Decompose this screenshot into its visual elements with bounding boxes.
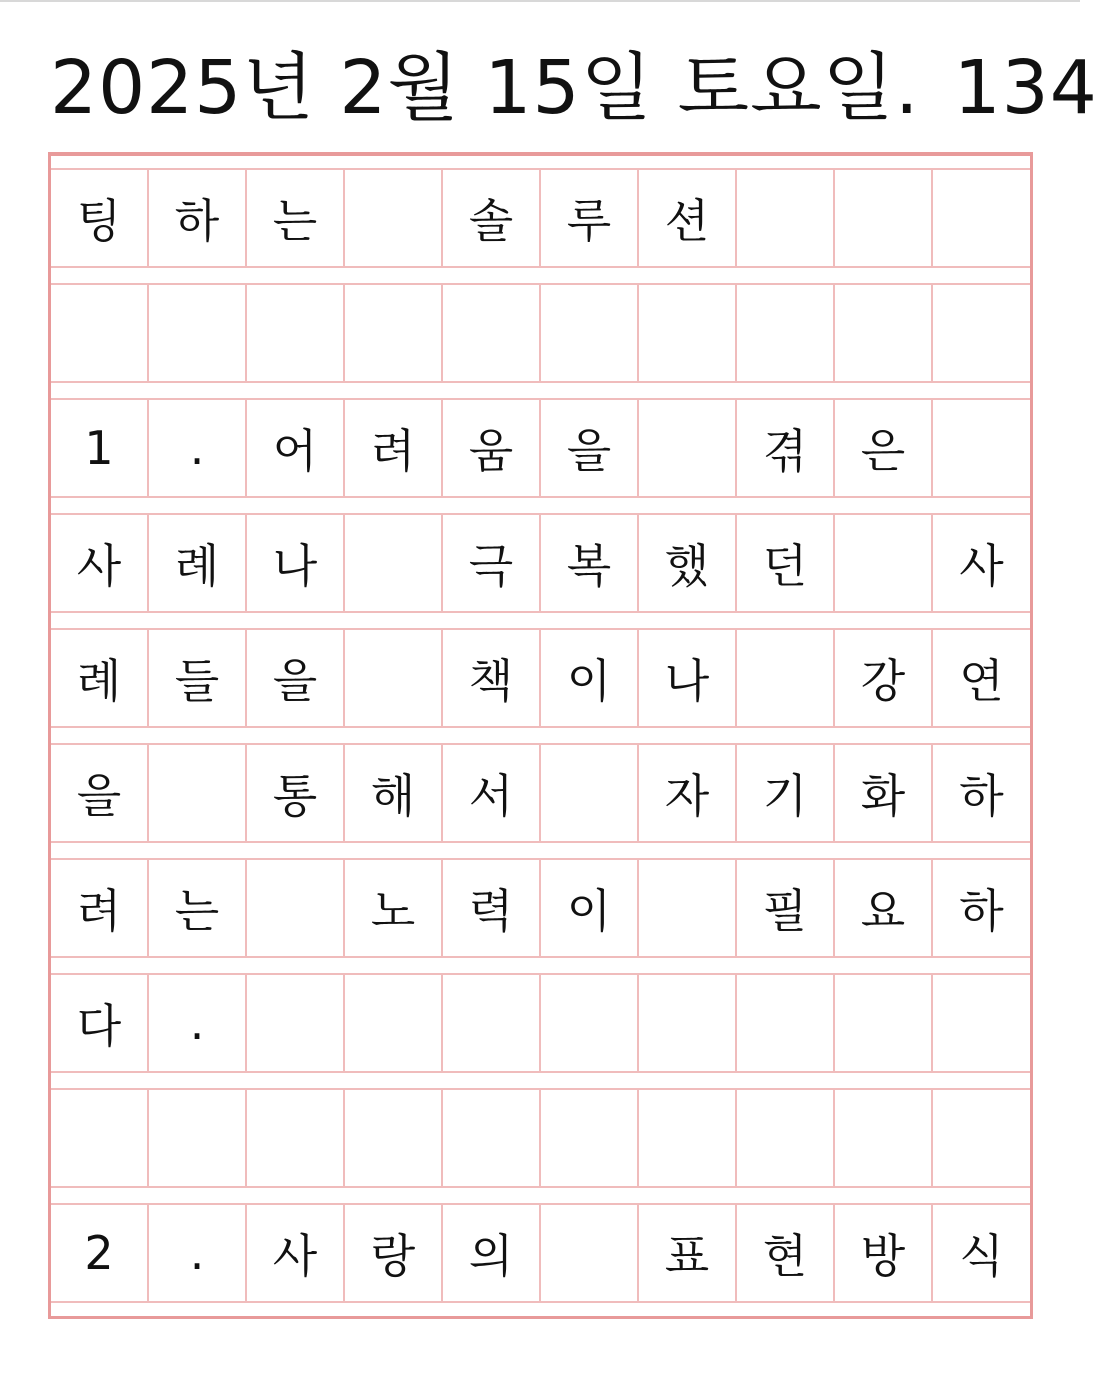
grid-cell: 이 — [541, 860, 639, 956]
grid-cell — [149, 745, 247, 841]
grid-cell — [933, 975, 1030, 1071]
grid-cell: 을 — [541, 400, 639, 496]
grid-cell — [345, 630, 443, 726]
grid-cell: 겪 — [737, 400, 835, 496]
grid-cell: 례 — [149, 515, 247, 611]
grid-row — [51, 1203, 1030, 1303]
grid-cell — [835, 515, 933, 611]
grid-cell — [345, 1090, 443, 1186]
grid-cell: . — [149, 1205, 247, 1301]
grid-cell: 자 — [639, 745, 737, 841]
grid-cell — [835, 1090, 933, 1186]
grid-cell — [737, 1090, 835, 1186]
grid-cell — [639, 400, 737, 496]
grid-cell: 려 — [51, 860, 149, 956]
grid-cell — [51, 1090, 149, 1186]
grid-cell: 연 — [959, 654, 1004, 708]
manuscript-paper — [48, 152, 1033, 1319]
grid-cell — [51, 285, 149, 381]
grid-cell: . — [149, 975, 247, 1071]
grid-cell — [541, 1205, 639, 1301]
grid-cell: 솔 — [443, 170, 541, 266]
grid-cell: . — [149, 400, 247, 496]
grid-cell — [933, 400, 1030, 496]
grid-cell — [737, 975, 835, 1071]
grid-row — [51, 973, 1030, 1073]
grid-cell — [541, 285, 639, 381]
grid-cell — [247, 860, 345, 956]
grid-cell — [933, 170, 1030, 266]
grid-cell: 려 — [345, 400, 443, 496]
grid-row — [51, 743, 1030, 843]
grid-cell: 요 — [835, 860, 933, 956]
grid-cell: 하 — [959, 884, 1004, 938]
grid-cell: 하 — [959, 769, 1004, 823]
grid-cell: 식 — [959, 1229, 1004, 1283]
grid-cell — [149, 1090, 247, 1186]
grid-cell — [541, 745, 639, 841]
grid-cell: 복 — [541, 515, 639, 611]
grid-cell — [345, 285, 443, 381]
grid-cell: 나 — [247, 515, 345, 611]
grid-cell — [541, 1090, 639, 1186]
grid-cell — [835, 170, 933, 266]
grid-cell — [247, 975, 345, 1071]
grid-cell — [737, 630, 835, 726]
grid-cell — [443, 975, 541, 1071]
grid-cell: 표 — [639, 1205, 737, 1301]
page-header — [50, 38, 1098, 138]
grid-row — [51, 1088, 1030, 1188]
grid-cell: 어 — [247, 400, 345, 496]
grid-cell: 화 — [835, 745, 933, 841]
grid-cell: 2 — [51, 1205, 149, 1301]
grid-cell — [639, 1090, 737, 1186]
grid-cell: 는 — [247, 170, 345, 266]
grid-cell — [345, 515, 443, 611]
grid-cell: 책 — [443, 630, 541, 726]
grid-cell: 사 — [959, 539, 1004, 593]
grid-cell: 움 — [443, 400, 541, 496]
grid-cell: 서 — [443, 745, 541, 841]
grid-cell — [933, 285, 1030, 381]
grid-cell: 방 — [835, 1205, 933, 1301]
grid-cell: 들 — [149, 630, 247, 726]
grid-cell: 기 — [737, 745, 835, 841]
grid-cell — [835, 975, 933, 1071]
grid-cell: 력 — [443, 860, 541, 956]
grid-cell: 이 — [541, 630, 639, 726]
grid-cell: 던 — [737, 515, 835, 611]
grid-cell: 다 — [51, 975, 149, 1071]
header-date: 2025년 2월 15일 토요일. — [50, 45, 920, 131]
grid-cell — [541, 975, 639, 1071]
grid-cell: 나 — [639, 630, 737, 726]
grid-cell: 강 — [835, 630, 933, 726]
grid-cell: 을 — [247, 630, 345, 726]
grid-cell — [639, 860, 737, 956]
grid-row — [51, 283, 1030, 383]
grid-cell: 통 — [247, 745, 345, 841]
grid-cell: 팅 — [51, 170, 149, 266]
grid-cell: 현 — [737, 1205, 835, 1301]
grid-cell: 필 — [737, 860, 835, 956]
grid-cell — [639, 975, 737, 1071]
grid-cell: 노 — [345, 860, 443, 956]
grid-cell — [443, 285, 541, 381]
grid-cell: 1 — [51, 400, 149, 496]
grid-cell: 하 — [149, 170, 247, 266]
grid-row — [51, 858, 1030, 958]
grid-cell — [345, 975, 443, 1071]
grid-cell: 사 — [51, 515, 149, 611]
grid-cell: 극 — [443, 515, 541, 611]
grid-cell — [835, 285, 933, 381]
grid-row — [51, 168, 1030, 268]
grid-row — [51, 513, 1030, 613]
grid-cell — [149, 285, 247, 381]
grid-cell: 을 — [51, 745, 149, 841]
grid-cell — [737, 170, 835, 266]
grid-cell: 해 — [345, 745, 443, 841]
grid-cell: 의 — [443, 1205, 541, 1301]
grid-cell: 루 — [541, 170, 639, 266]
grid-cell — [345, 170, 443, 266]
grid-cell — [737, 285, 835, 381]
grid-cell: 은 — [835, 400, 933, 496]
grid-cell: 했 — [639, 515, 737, 611]
grid-cell: 랑 — [345, 1205, 443, 1301]
grid-cell — [247, 1090, 345, 1186]
header-page-number: 134 — [953, 45, 1098, 131]
top-divider — [0, 0, 1080, 2]
grid-cell: 례 — [51, 630, 149, 726]
grid-cell — [639, 285, 737, 381]
grid-cell — [933, 1090, 1030, 1186]
grid-cell: 는 — [149, 860, 247, 956]
grid-cell: 션 — [639, 170, 737, 266]
grid-cell — [247, 285, 345, 381]
grid-row — [51, 628, 1030, 728]
grid-cell — [443, 1090, 541, 1186]
grid-row — [51, 398, 1030, 498]
grid-cell: 사 — [247, 1205, 345, 1301]
